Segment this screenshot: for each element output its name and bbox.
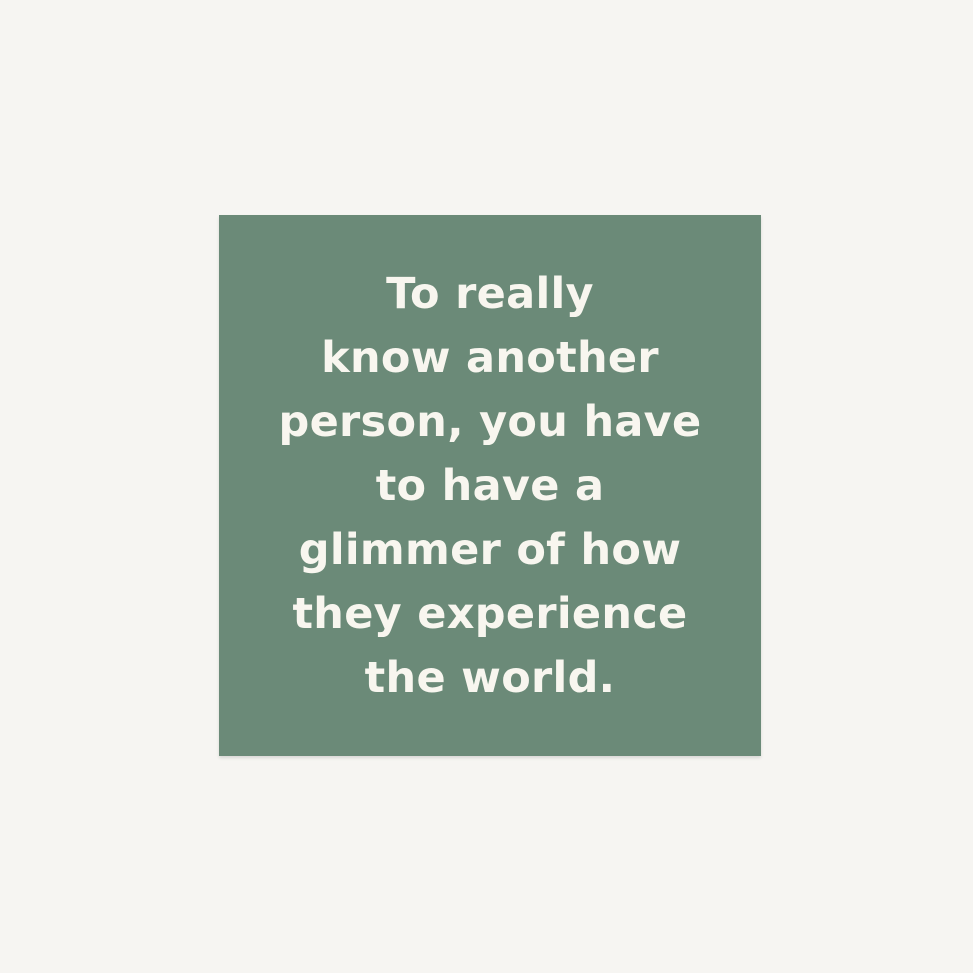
quote-line: person, you have <box>278 396 702 447</box>
quote-line: To really <box>386 268 594 319</box>
quote-line: the world. <box>364 652 616 703</box>
quote-line: to have a <box>375 460 605 511</box>
quote-text <box>261 262 720 710</box>
quote-card <box>219 215 761 756</box>
quote-line: glimmer of how <box>298 524 682 575</box>
quote-line: know another <box>321 332 659 383</box>
quote-line: they experience <box>292 588 688 639</box>
